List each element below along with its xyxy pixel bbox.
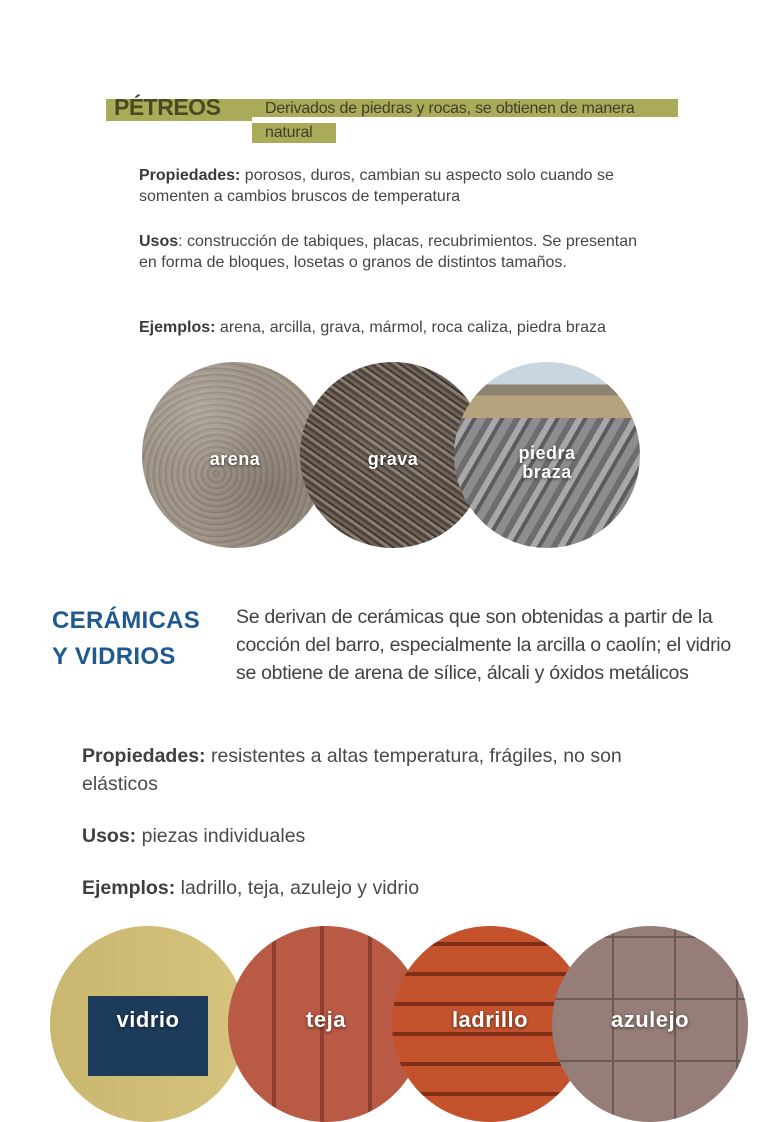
piedra-braza-image [454, 362, 640, 548]
azulejo-label: azulejo [610, 1007, 690, 1032]
arena-label: arena [209, 449, 261, 469]
ceramicas-title-line1: CERÁMICAS [52, 607, 201, 634]
ceramicas-ejemplos-text: ladrillo, teja, azulejo y vidrio [175, 877, 420, 899]
ceramicas-usos [82, 822, 692, 850]
petreos-propiedades [139, 165, 619, 207]
ejemplos-label: Ejemplos: [139, 319, 216, 336]
ceramicas-ejemplos [82, 874, 692, 902]
propiedades-label: Propiedades: [139, 167, 241, 184]
petreos-description: Derivados de piedras y rocas, se obtienen de manera natural [265, 100, 635, 141]
ceramicas-usos-text: piezas individuales [136, 825, 306, 847]
petreos-ejemplos [139, 317, 679, 338]
vidrio-image [50, 926, 246, 1122]
azulejo-image [552, 926, 748, 1122]
usos-label: Usos [139, 233, 179, 250]
ceramicas-ejemplos-label: Ejemplos: [82, 877, 176, 899]
grava-label: grava [367, 449, 419, 469]
petreos-usos [139, 231, 649, 273]
usos-text: : construcción de tabiques, placas, recubrimientos. Se presentan en forma de bloques, losetas o granos de distintos tamaños. [139, 233, 638, 271]
ladrillo-label: ladrillo [451, 1007, 529, 1032]
ceramicas-title [52, 606, 200, 672]
piedra-braza-label: piedra braza [518, 443, 576, 482]
ceramicas-description: Se derivan de cerámicas que son obtenidas a partir de la cocción del barro, especialmente la arcilla o caolín; el vidrio se obtiene de arena de sílice, álcali y óxidos metálicos [236, 606, 731, 684]
ceramicas-propiedades-label: Propiedades: [82, 745, 206, 767]
propiedades-text: porosos, duros, cambian su aspecto solo cuando se somenten a cambios bruscos de temperatura [139, 167, 614, 205]
petreos-title: PÉTREOS [114, 94, 221, 120]
ceramicas-propiedades [82, 742, 692, 798]
vidrio-label: vidrio [116, 1007, 180, 1032]
ceramicas-title-line2: Y VIDRIOS [52, 643, 176, 670]
ceramicas-propiedades-text: resistentes a altas temperatura, frágiles, no son elásticos [82, 745, 622, 795]
ceramicas-usos-label: Usos: [82, 825, 137, 847]
ejemplos-text: arena, arcilla, grava, mármol, roca caliza, piedra braza [215, 319, 606, 336]
teja-label: teja [306, 1007, 346, 1032]
